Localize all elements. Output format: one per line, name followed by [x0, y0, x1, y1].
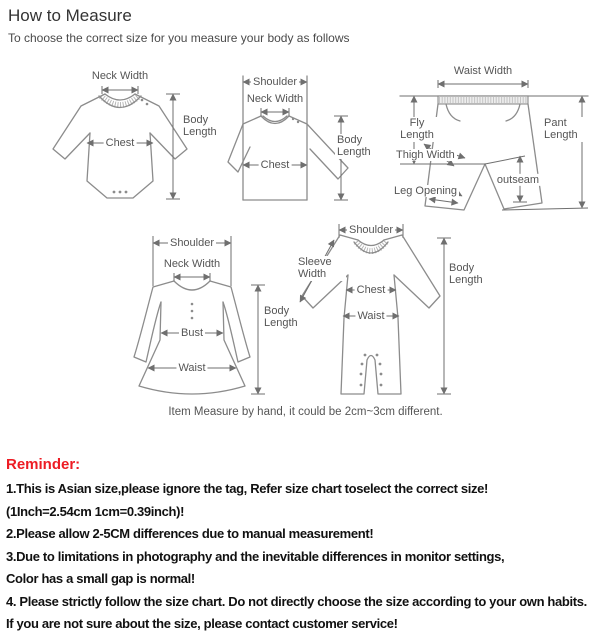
- label-shoulder: Shoulder: [348, 223, 394, 236]
- reminder-heading: Reminder:: [6, 456, 81, 473]
- label-outseam: outseam: [496, 173, 540, 186]
- label-pant-length: Pant Length: [542, 117, 588, 142]
- reminder-line-6: 4. Please strictly follow the size chart. Do not directly choose the size according to your own habits.: [6, 593, 587, 609]
- romper-illustration: [296, 218, 488, 400]
- diagram-shirt: [228, 60, 393, 215]
- label-body-length: Body Length: [447, 262, 492, 287]
- label-body-length: Body Length: [335, 134, 383, 159]
- label-chest: Chest: [356, 283, 386, 296]
- diagram-romper: [296, 218, 488, 400]
- label-neck-width: Neck Width: [246, 92, 304, 105]
- label-sleeve-width: Sleeve Width: [296, 256, 346, 281]
- label-body-length: Body Length: [181, 114, 227, 139]
- reminder-line-4: 3.Due to limitations in photography and the inevitable differences in monitor settings,: [6, 548, 505, 564]
- label-neck-width: Neck Width: [91, 69, 149, 82]
- label-waist-width: Waist Width: [453, 64, 513, 77]
- label-body-length: Body Length: [262, 305, 308, 330]
- measure-note: Item Measure by hand, it could be 2cm~3cm different.: [168, 406, 443, 418]
- diagram-pants: [392, 60, 611, 218]
- label-chest: Chest: [105, 136, 135, 149]
- page-title: How to Measure: [8, 6, 132, 25]
- reminder-section: [6, 455, 611, 636]
- diagram-dress: [122, 228, 302, 400]
- reminder-line-5: Color has a small gap is normal!: [6, 571, 195, 586]
- label-fly-length: Fly Length: [394, 117, 440, 142]
- label-chest: Chest: [260, 158, 290, 171]
- reminder-line-1: 1.This is Asian size,please ignore the tag, Refer size chart toselect the correct size!: [6, 481, 489, 496]
- page-subtitle: To choose the correct size for you measure your body as follows: [8, 31, 350, 45]
- label-waist: Waist: [357, 309, 385, 322]
- label-shoulder: Shoulder: [169, 236, 215, 249]
- reminder-line-3: 2.Please allow 2-5CM differences due to manual measurement!: [6, 526, 374, 541]
- label-waist: Waist: [178, 361, 206, 374]
- label-shoulder: Shoulder: [252, 75, 298, 88]
- label-thigh-width: Thigh Width: [396, 149, 455, 161]
- diagram-bodysuit: [35, 63, 225, 208]
- reminder-line-2: (1Inch=2.54cm 1cm=0.39inch)!: [6, 503, 185, 519]
- label-bust: Bust: [180, 326, 204, 339]
- reminder-line-7: If you are not sure about the size, please contact customer service!: [6, 616, 398, 631]
- label-neck-width: Neck Width: [163, 257, 221, 270]
- label-leg-opening: Leg Opening: [394, 185, 457, 197]
